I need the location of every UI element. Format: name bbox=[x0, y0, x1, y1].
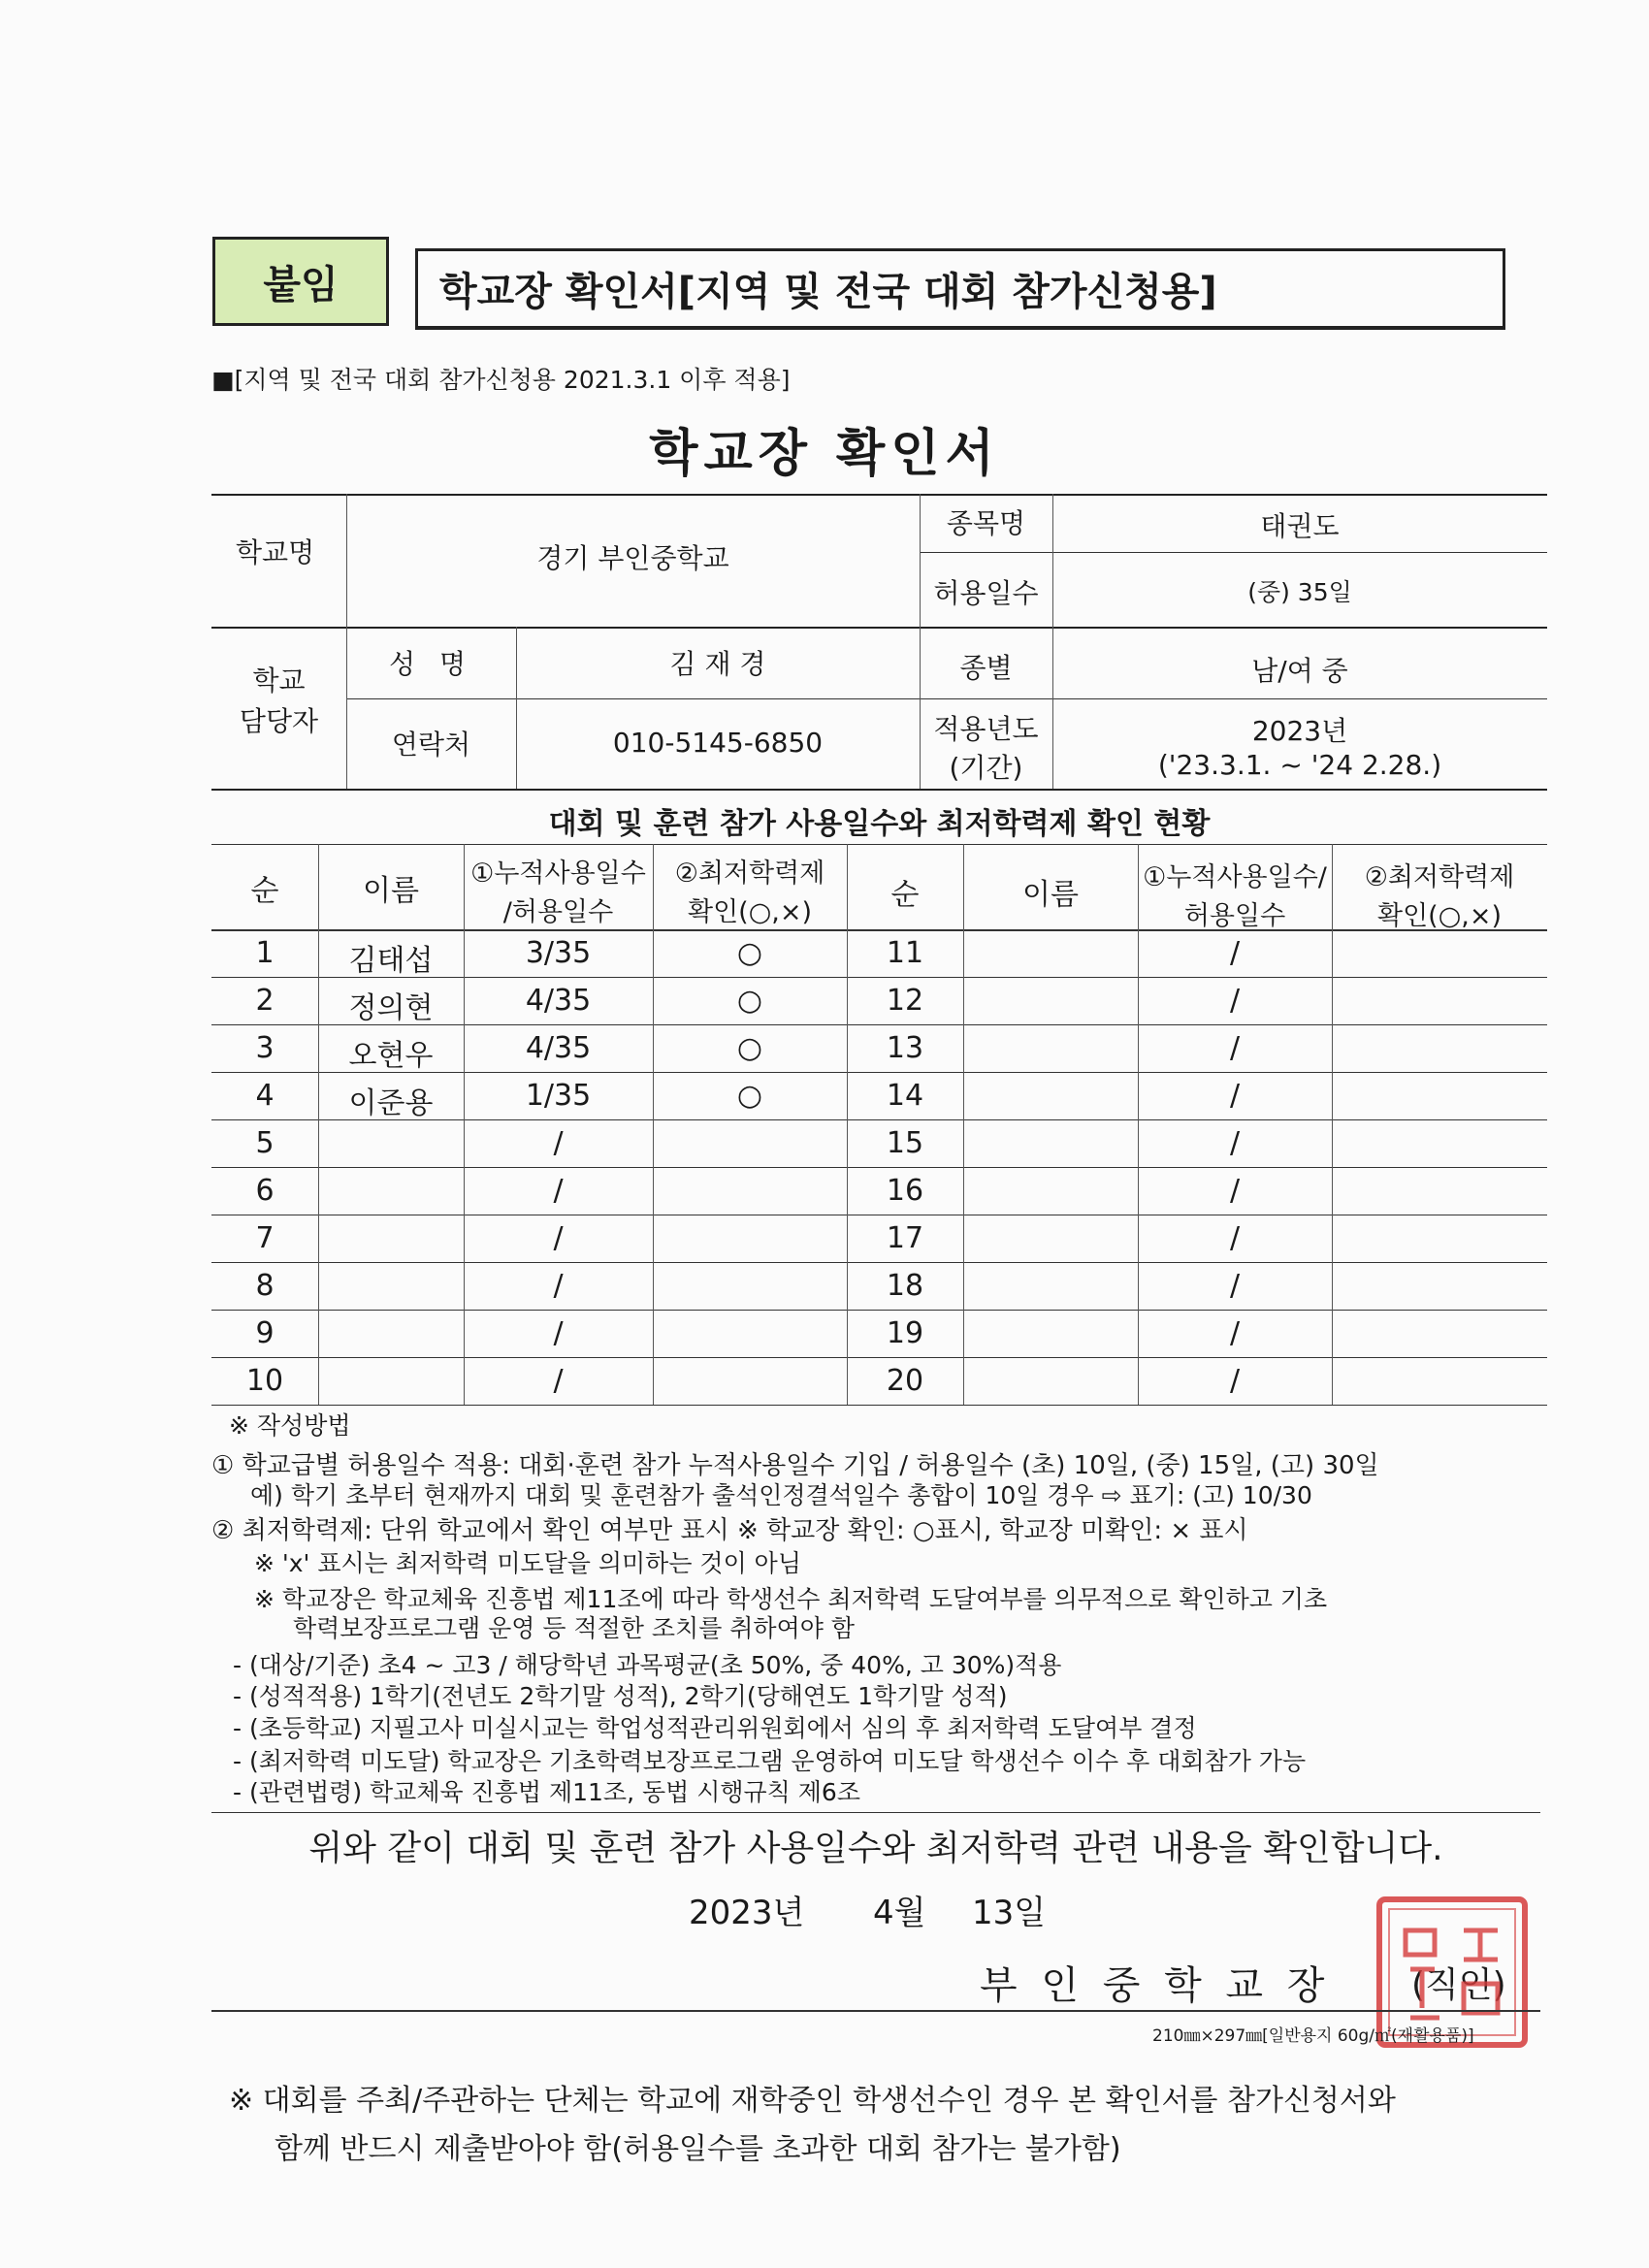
document-heading-box: 학교장 확인서[지역 및 전국 대회 참가신청용] bbox=[415, 248, 1505, 330]
status-top-rule bbox=[211, 844, 1547, 845]
notes-bottom-rule bbox=[211, 1812, 1540, 1813]
cell-left-days: 4/35 bbox=[525, 1031, 592, 1065]
status-row-rule bbox=[211, 1072, 1547, 1073]
guide-line: ② 최저학력제: 단위 학교에서 확인 여부만 표시 ※ 학교장 확인: ○표시, 학교장 미확인: × 표시 bbox=[211, 1516, 1248, 1545]
status-column-divider bbox=[963, 844, 964, 1405]
cell-right-no: 18 bbox=[886, 1269, 924, 1303]
manager-label-line1: 학교 bbox=[252, 664, 306, 697]
guide-line: ※ 'x' 표시는 최저학력 미도달을 의미하는 것이 아님 bbox=[254, 1549, 801, 1577]
info-mid-rule bbox=[920, 552, 1547, 553]
col-header-check-left-1: ②최저학력제 bbox=[674, 859, 825, 889]
school-label: 학교명 bbox=[236, 536, 315, 568]
cell-left-no: 1 bbox=[255, 936, 275, 970]
cell-left-check: ○ bbox=[736, 984, 763, 1018]
signature-bottom-rule bbox=[211, 2010, 1540, 2012]
cell-left-name: 오현우 bbox=[348, 1039, 434, 1073]
cell-right-no: 17 bbox=[886, 1221, 924, 1255]
info-top-rule bbox=[211, 494, 1547, 496]
guide-line: - (초등학교) 지필고사 미실시교는 학업성적관리위원회에서 심의 후 최저학력 도달여부 결정 bbox=[233, 1714, 1197, 1742]
cell-right-days: / bbox=[1229, 1174, 1241, 1208]
status-row-rule bbox=[211, 1310, 1547, 1311]
cell-left-check: ○ bbox=[736, 936, 763, 970]
principal-signature-line: 부 인 중 학 교 장 bbox=[980, 1963, 1331, 2008]
cell-left-no: 8 bbox=[255, 1269, 275, 1303]
cell-left-days: / bbox=[553, 1316, 564, 1350]
cell-right-days: / bbox=[1229, 1364, 1241, 1398]
guide-line: - (최저학력 미도달) 학교장은 기초학력보장프로그램 운영하여 미도달 학생선수 이수 후 대회참가 가능 bbox=[233, 1747, 1307, 1775]
status-column-divider bbox=[464, 844, 465, 1405]
document-title: 학교장 확인서 bbox=[649, 425, 1000, 483]
cell-right-no: 16 bbox=[886, 1174, 924, 1208]
cell-left-name: 김태섭 bbox=[348, 944, 434, 978]
period-range: ('23.3.1. ~ '24 2.28.) bbox=[1157, 749, 1442, 781]
cell-left-no: 2 bbox=[255, 984, 275, 1018]
category-value: 남/여 중 bbox=[1251, 655, 1348, 687]
guide-line: 예) 학기 초부터 현재까지 대회 및 훈련참가 출석인정결석일수 총합이 10일 경우 ⇨ 표기: (고) 10/30 bbox=[250, 1481, 1312, 1509]
col-header-no-right: 순 bbox=[890, 878, 920, 912]
period-label-line2: (기간) bbox=[949, 752, 1023, 784]
cell-right-days: / bbox=[1229, 984, 1241, 1018]
status-column-divider bbox=[1332, 844, 1333, 1405]
guide-line: ① 학교급별 허용일수 적용: 대회·훈련 참가 누적사용일수 기입 / 허용일수 (초) 10일, (중) 15일, (고) 30일 bbox=[211, 1451, 1379, 1480]
cell-right-days: / bbox=[1229, 936, 1241, 970]
info-school-bottom-rule bbox=[211, 627, 1547, 629]
allowed-days-label: 허용일수 bbox=[933, 577, 1039, 609]
confirmation-statement: 위와 같이 대회 및 훈련 참가 사용일수와 최저학력 관련 내용을 확인합니다. bbox=[308, 1829, 1443, 1868]
status-column-divider bbox=[318, 844, 319, 1405]
guide-line: - (대상/기준) 초4 ~ 고3 / 해당학년 과목평균(초 50%, 중 40%, 고 30%)적용 bbox=[233, 1651, 1062, 1679]
status-row-rule bbox=[211, 1167, 1547, 1168]
cell-left-days: / bbox=[553, 1126, 564, 1160]
cell-right-no: 14 bbox=[886, 1079, 924, 1113]
cell-right-days: / bbox=[1229, 1269, 1241, 1303]
info-bottom-rule bbox=[211, 789, 1547, 791]
date-year: 2023년 bbox=[689, 1894, 805, 1932]
cell-left-days: / bbox=[553, 1174, 564, 1208]
manager-name-value: 김 재 경 bbox=[669, 648, 766, 680]
col-header-no-left: 순 bbox=[250, 874, 279, 908]
cell-right-no: 15 bbox=[886, 1126, 924, 1160]
status-row-rule bbox=[211, 1262, 1547, 1263]
cell-right-no: 13 bbox=[886, 1031, 924, 1065]
manager-name-label: 성 명 bbox=[389, 648, 473, 680]
contact-label: 연락처 bbox=[391, 729, 471, 761]
status-column-divider bbox=[1138, 844, 1139, 1405]
attachment-tag: 붙임 bbox=[212, 237, 389, 326]
status-column-divider bbox=[653, 844, 654, 1405]
info-manager-mid-rule bbox=[346, 698, 1547, 699]
period-year: 2023년 bbox=[1251, 715, 1348, 747]
guide-line: - (성적적용) 1학기(전년도 2학기말 성적), 2학기(당해연도 1학기말 성적) bbox=[233, 1682, 1008, 1710]
cell-right-no: 12 bbox=[886, 984, 924, 1018]
allowed-days-value: (중) 35일 bbox=[1247, 578, 1352, 606]
status-column-divider bbox=[847, 844, 848, 1405]
cell-left-check: ○ bbox=[736, 1031, 763, 1065]
cell-right-days: / bbox=[1229, 1126, 1241, 1160]
cell-left-check: ○ bbox=[736, 1079, 763, 1113]
period-label-line1: 적용년도 bbox=[933, 713, 1039, 745]
col-header-check-right-1: ②최저학력제 bbox=[1364, 862, 1515, 892]
cell-left-days: / bbox=[553, 1221, 564, 1255]
cell-left-no: 3 bbox=[255, 1031, 275, 1065]
col-header-days-right-2: 허용일수 bbox=[1183, 901, 1286, 931]
status-row-rule bbox=[211, 1405, 1547, 1406]
cell-left-days: 1/35 bbox=[525, 1079, 592, 1113]
col-header-name-left: 이름 bbox=[363, 874, 419, 908]
col-header-name-right: 이름 bbox=[1022, 878, 1079, 912]
sport-label: 종목명 bbox=[946, 507, 1026, 539]
col-header-check-right-2: 확인(○,×) bbox=[1377, 901, 1502, 931]
guide-line: ※ 학교장은 학교체육 진흥법 제11조에 따라 학생선수 최저학력 도달여부를 의무적으로 확인하고 기초 bbox=[254, 1585, 1328, 1613]
guide-line: - (관련법령) 학교체육 진흥법 제11조, 동법 시행규칙 제6조 bbox=[233, 1778, 860, 1806]
category-label: 종별 bbox=[959, 652, 1013, 684]
cell-left-days: / bbox=[553, 1269, 564, 1303]
guide-line: ※ 작성방법 bbox=[229, 1411, 351, 1440]
date-month: 4월 bbox=[873, 1894, 926, 1932]
cell-right-days: / bbox=[1229, 1316, 1241, 1350]
cell-left-no: 7 bbox=[255, 1221, 275, 1255]
cell-left-no: 10 bbox=[245, 1364, 284, 1398]
status-row-rule bbox=[211, 1024, 1547, 1025]
cell-left-days: 3/35 bbox=[525, 936, 592, 970]
official-seal-label: (직인) bbox=[1411, 1965, 1506, 2005]
status-row-rule bbox=[211, 1357, 1547, 1358]
col-header-days-left-1: ①누적사용일수 bbox=[470, 859, 646, 889]
applicability-notice: ■[지역 및 전국 대회 참가신청용 2021.3.1 이후 적용] bbox=[211, 366, 791, 394]
footer-note-line2: 함께 반드시 제출받아야 함(허용일수를 초과한 대회 참가는 불가함) bbox=[275, 2132, 1121, 2166]
col-header-check-left-2: 확인(○,×) bbox=[688, 897, 812, 927]
footer-note-line1: ※ 대회를 주최/주관하는 단체는 학교에 재학중인 학생선수인 경우 본 확인서를 참가신청서와 bbox=[229, 2084, 1396, 2118]
status-title: 대회 및 훈련 참가 사용일수와 최저학력제 확인 현황 bbox=[548, 807, 1211, 841]
cell-right-days: / bbox=[1229, 1079, 1241, 1113]
manager-label-line2: 담당자 bbox=[239, 705, 319, 737]
col-header-days-left-2: /허용일수 bbox=[502, 897, 614, 927]
cell-right-no: 19 bbox=[886, 1316, 924, 1350]
cell-right-days: / bbox=[1229, 1031, 1241, 1065]
cell-left-name: 이준용 bbox=[348, 1086, 434, 1120]
cell-left-no: 9 bbox=[255, 1316, 275, 1350]
cell-right-no: 20 bbox=[886, 1364, 924, 1398]
cell-right-days: / bbox=[1229, 1221, 1241, 1255]
date-day: 13일 bbox=[972, 1894, 1047, 1932]
contact-value: 010-5145-6850 bbox=[612, 727, 824, 759]
cell-left-days: / bbox=[553, 1364, 564, 1398]
cell-left-name: 정의현 bbox=[348, 991, 434, 1025]
cell-left-no: 4 bbox=[255, 1079, 275, 1113]
cell-left-days: 4/35 bbox=[525, 984, 592, 1018]
status-row-rule bbox=[211, 977, 1547, 978]
guide-line: 학력보장프로그램 운영 등 적절한 조치를 취하여야 함 bbox=[293, 1614, 855, 1642]
paper-spec: 210㎜×297㎜[일반용지 60g/㎡(재활용품)] bbox=[1152, 2026, 1474, 2046]
school-value: 경기 부인중학교 bbox=[536, 542, 729, 574]
sport-value: 태권도 bbox=[1260, 510, 1340, 542]
cell-right-no: 11 bbox=[886, 936, 924, 970]
cell-left-no: 5 bbox=[255, 1126, 275, 1160]
col-header-days-right-1: ①누적사용일수/ bbox=[1143, 862, 1327, 892]
cell-left-no: 6 bbox=[255, 1174, 275, 1208]
status-row-rule bbox=[211, 1119, 1547, 1120]
